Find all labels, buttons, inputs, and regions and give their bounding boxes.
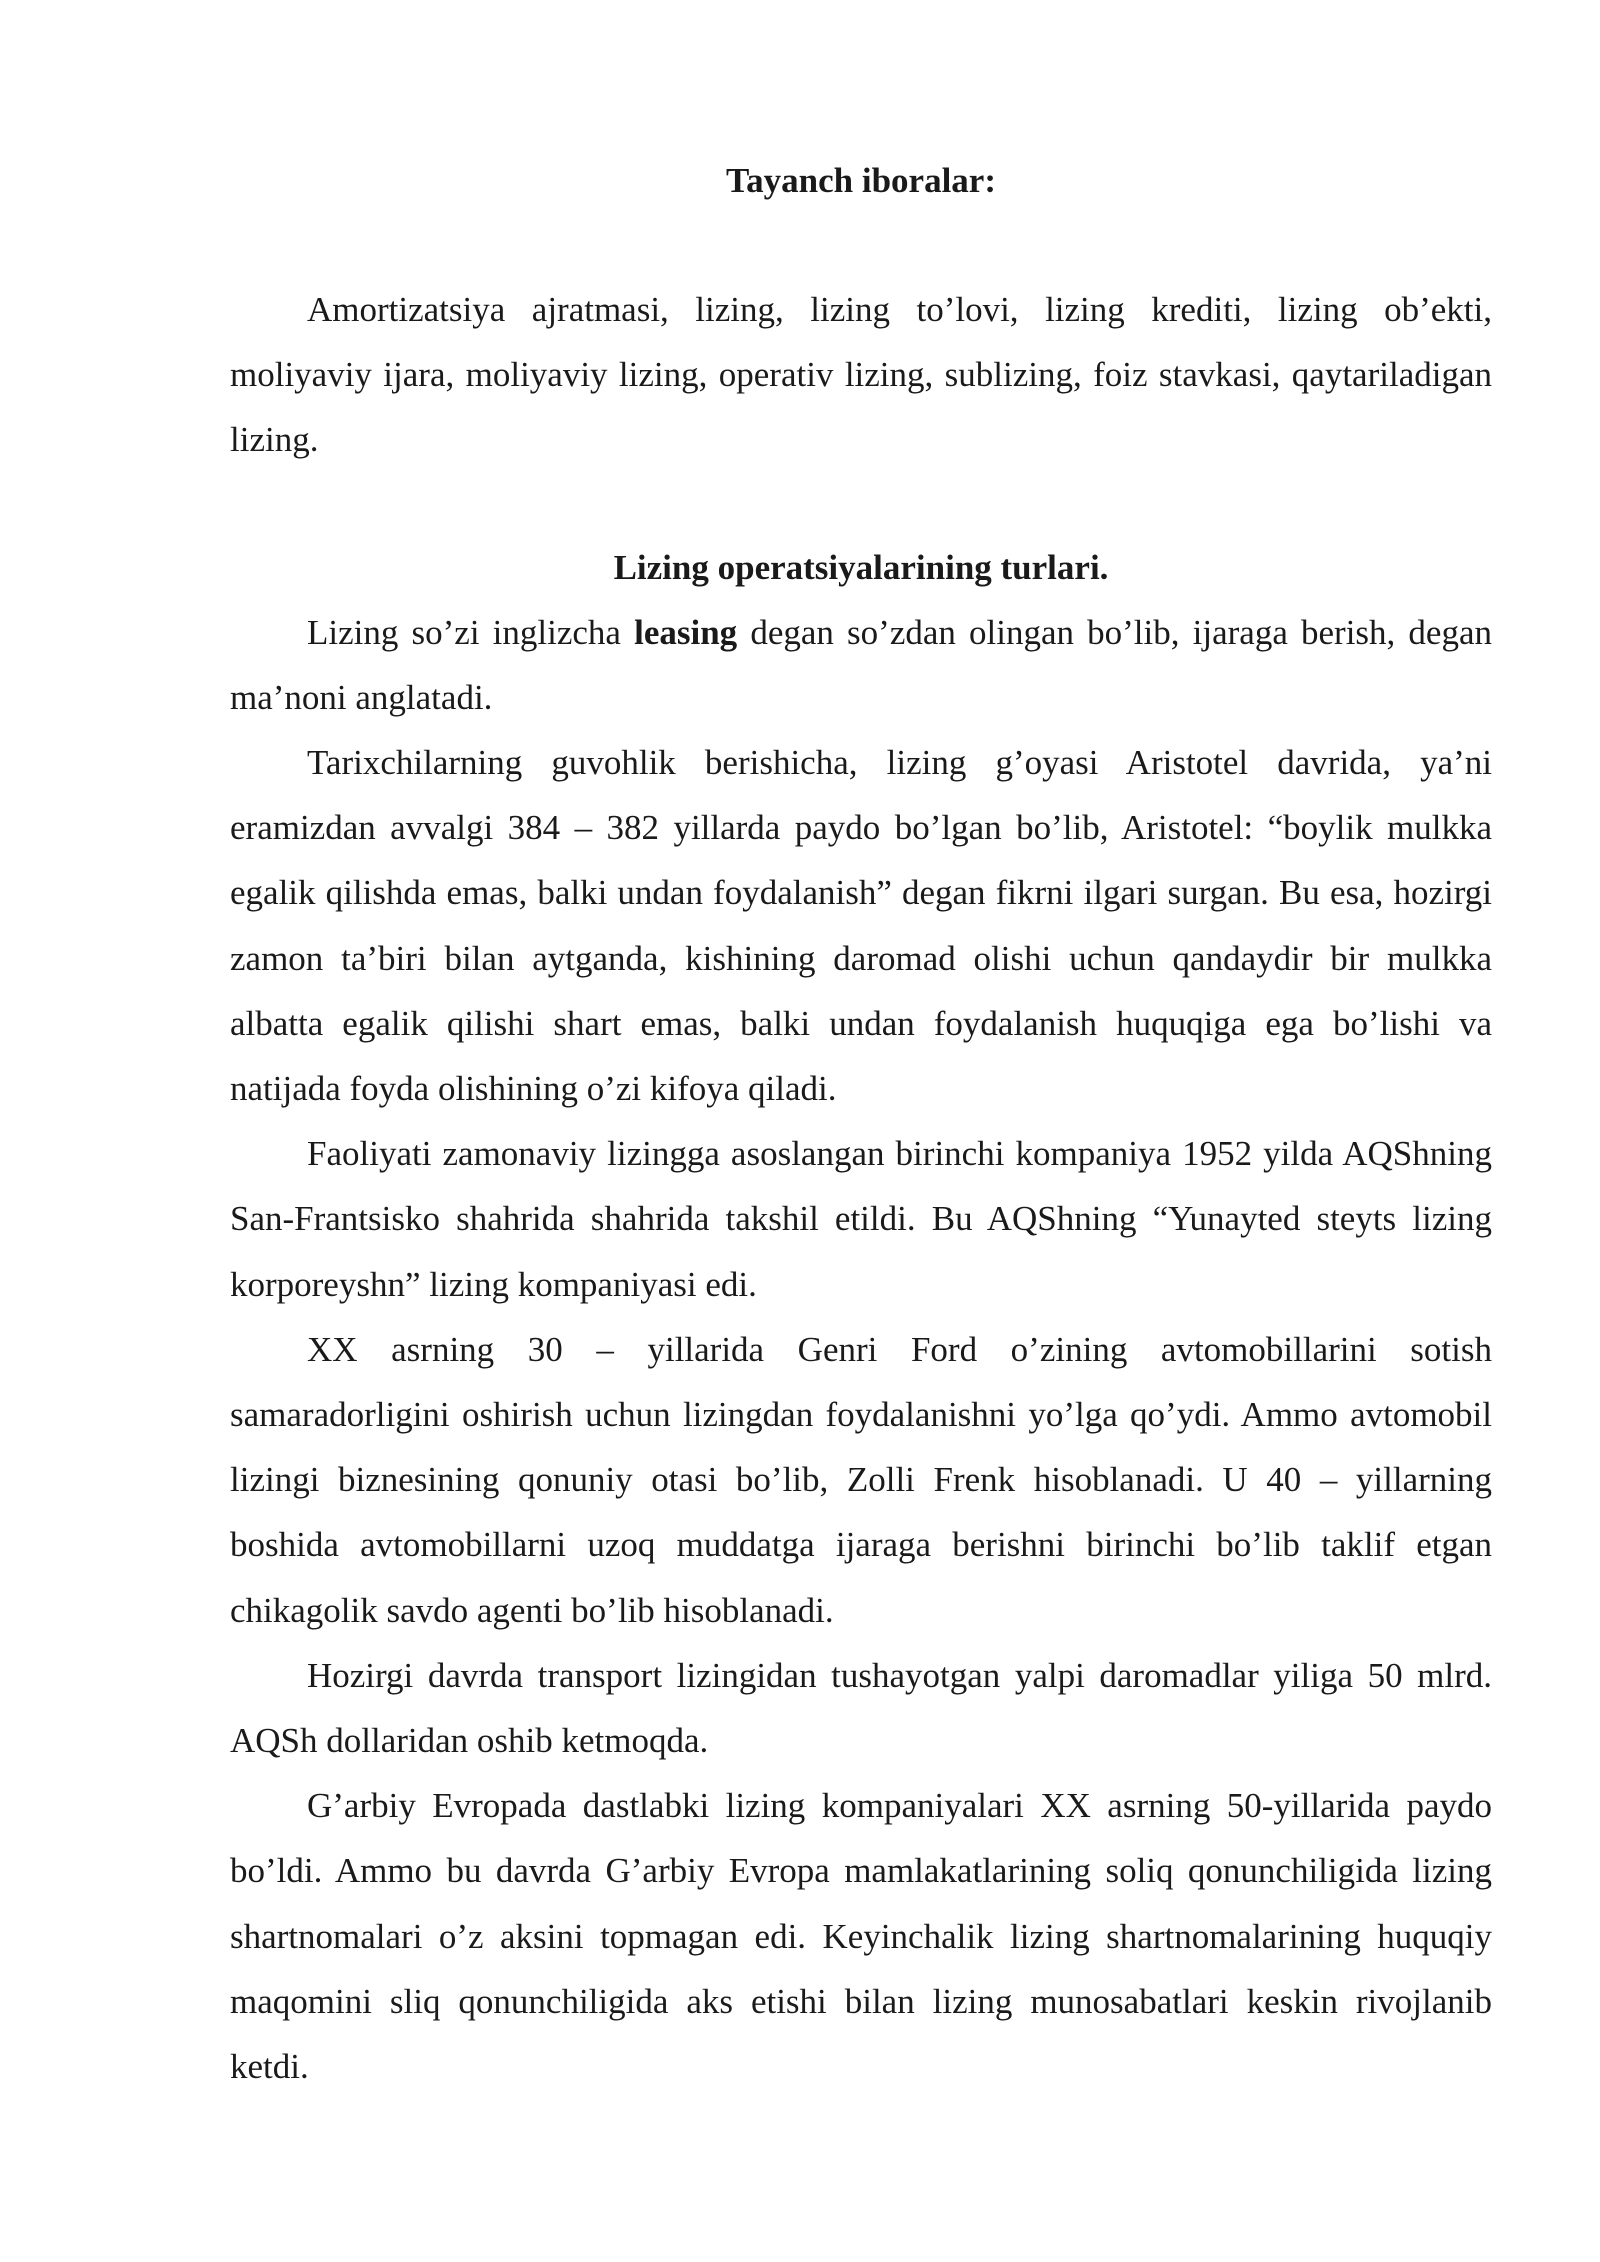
document-page <box>230 148 1492 2099</box>
paragraph-leasing-definition <box>230 600 1492 730</box>
paragraph-henry-ford: XX asrning 30 – yillarida Genri Ford o’zining avtomobillarini sotish samaradorligini oshirish uchun lizingdan foydalanishni yo’lga qo’ydi. Ammo avtomobil lizingi biznesining qonuniy otasi bo’lib, Zolli Frenk hisoblanadi. U 40 – yillarning boshida avtomobillarni uzoq muddatga ijaraga berishni birinchi bo’lib taklif etgan chikagolik savdo agenti bo’lib hisoblanadi. <box>230 1329 1492 1630</box>
paragraph-western-europe: G’arbiy Evropada dastlabki lizing kompaniyalari XX asrning 50-yillarida paydo bo’ldi. Ammo bu davrda G’arbiy Evropa mamlakatlarining soliq qonunchiligida lizing shartnomalari o’z aksini topmagan edi. Keyinchalik lizing shartnomalarining huquqiy maqomini sliq qonunchiligida aks etishi bilan lizing munosabatlari keskin rivojlanib ketdi. <box>230 1786 1492 2087</box>
paragraph-text-after: degan so’zdan olingan bo’lib, ijaraga berish, degan ma’noni anglatadi. <box>230 612 1492 717</box>
leasing-term: leasing <box>634 612 738 652</box>
paragraph-transport-leasing: Hozirgi davrda transport lizingidan tushayotgan yalpi daromadlar yiliga 50 mlrd. AQSh dollaridan oshib ketmoqda. <box>230 1655 1492 1761</box>
keywords-paragraph: Amortizatsiya ajratmasi, lizing, lizing to’lovi, lizing krediti, lizing ob’ekti, moliyaviy ijara, moliyaviy lizing, operativ lizing, sublizing, foiz stavkasi, qaytariladigan lizing. <box>230 290 1492 460</box>
keywords-heading: Tayanch iboralar: <box>726 161 996 200</box>
paragraph-text-before: Lizing so’zi inglizcha <box>307 612 635 652</box>
section-heading: Lizing operatsiyalarining turlari. <box>613 547 1109 587</box>
paragraph-first-company: Faoliyati zamonaviy lizingga asoslangan birinchi kompaniya 1952 yilda AQShning San-Frantsisko shahrida shahrida takshil etildi. Bu AQShning “Yunayted steyts lizing korporeyshn” lizing kompaniyasi edi. <box>230 1134 1492 1304</box>
paragraph-history-aristotle: Tarixchilarning guvohlik berishicha, lizing g’oyasi Aristotel davrida, ya’ni eramizdan avvalgi 384 – 382 yillarda paydo bo’lgan bo’lib, Aristotel: “boylik mulkka egalik qilishda emas, balki undan foydalanish” degan fikrni ilgari surgan. Bu esa, hozirgi zamon ta’biri bilan aytganda, kishining daromad olishi uchun qandaydir bir mulkka albatta egalik qilishi shart emas, balki undan foydalanish huquqiga ega bo’lishi va natijada foyda olishining o’zi kifoya qiladi. <box>230 743 1492 1109</box>
